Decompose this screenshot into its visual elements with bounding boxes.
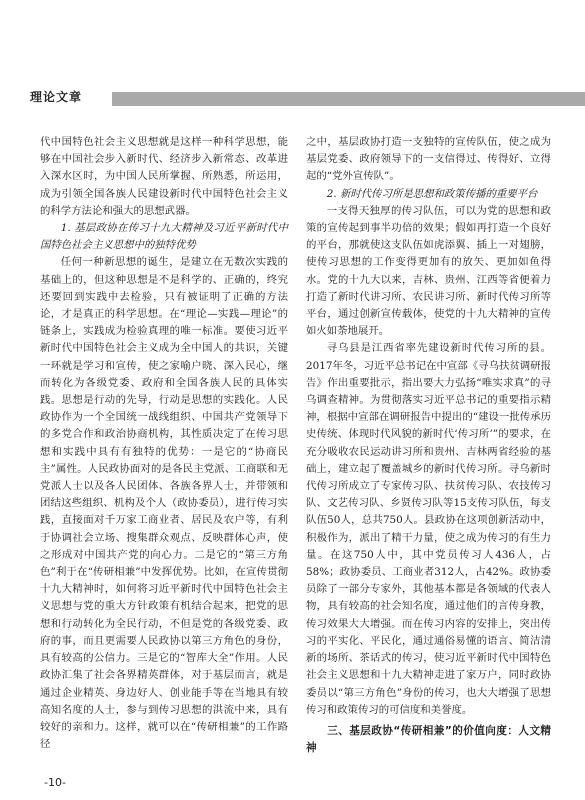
page-header (0, 88, 585, 110)
left-column (40, 134, 288, 753)
paragraph: 寻乌县是江西省率先建设新时代传习所的县。2017年冬，习近平总书记在中宣部《寻乌扶贫调研报告》作出重要批示，指出要大力弘扬“唯实求真”的寻乌调查精神。为贯彻落实习近平总书记的重要指示精神，根据中宣部在调研报告中提出的“建设一批传承历史传统、体现时代风貌的新时代‘传习所’”的要求，在充分吸收农民运动讲习所和贵州、吉林两省经验的基础上，建立起了覆盖城乡的新时代传习所。寻乌新时代传习所成立了专家传习队、扶贫传习队、农技传习队、文艺传习队、乡贤传习队等15支传习队伍，每支队伍50人，总共750人。县政协在这项创新活动中，积极作为，派出了精干力量，使之成为传习的有生力量。在这750人中，其中党员传习人436人，占58%；政协委员、工商业者312人，占42%。政协委员除了一部分专家外，其他基本都是各领域的代表人物，具有较高的社会知名度，通过他们的言传身教，传习效果大大增强。而在传习内容的安排上，突出传习的平实化、平民化，通过通俗易懂的语言、简洁清新的场所、茶话式的传习，使习近平新时代中国特色社会主义思想和十九大精神走进了家万户，同时政协委员以“第三方角色”身份的传习，也大大增强了思想传习和政策传习的可信度和美誉度。 (306, 342, 551, 716)
paragraph: 代中国特色社会主义思想就是这样一种科学思想，能够在中国社会步入新时代、经济步入新常态、改革进入深水区时，为中国人民所掌握、所熟悉，所运用，成为引领全国各族人民建设新时代中国特色社会主义的科学方法论和强大的思想武器。 (40, 136, 288, 217)
right-column (306, 134, 551, 757)
paragraph: 任何一种新思想的诞生，是建立在无数次实践的基础上的，但这种思想是不是科学的、正确的，终究还要回到实践中去检验，只有被证明了正确的方法论，才是真正的科学思想。在“理论—实践—理论”的链条上，实践成为检验真理的唯一标准。要使习近平新时代中国特色社会主义成为全中国人的共识，关键一环就是学习和宣传，使之家喻户晓、深入民心，继而转化为各级党委、政府和全国各族人民的具体实践。思想是行动的先导，行动是思想的实践化。人民政协作为一个全国统一战线组织、中国共产党领导下的多党合作和政治协商机构，其性质决定了在传习思想和实践中具有有独特的优势：一是它的“协商民主”属性。人民政协面对的是各民主党派、工商联和无党派人士以及各人民团体、各族各界人士，并带领和团结这些组织、机构及个人（政协委员），进行传习实践，直接面对千万家工商业者、居民及农户等，有利于协调社会立场、搜集群众观点、反映群体心声，使之形成对中国共产党的向心力。二是它的“第三方角色”利于在“传研相兼”中发挥优势。比如，在宣传贯彻十九大精神时，如何将习近平新时代中国特色社会主义思想与党的重大方针政策有机结合起来，把党的思想和行动转化为全民行动，不但是党的各级党委、政府的事，而且更需要人民政协以第三方角色的身份，具有较高的公信力。三是它的“智库大全”作用。人民政协汇集了社会各界精英群体，对于基层而言，就是通过企业精英、身边好人、创业能手等在当地具有较高知名度的人士，参与到传习思想的洪流中来，具有较好的亲和力。这样，就可以在“传研相兼”的工作路径 (40, 256, 288, 751)
subheading: 2. 新时代传习所是思想和政策传播的重要平台 (326, 187, 538, 200)
subheading: 1. 基层政协在传习十九大精神及习近平新时代中国特色社会主义思想中的独特优势 (40, 222, 288, 252)
section-heading: 三、基层政协“传研相兼”的价值向度：人文精神 (306, 724, 551, 755)
paragraph: 一支得天独厚的传习队伍，可以为党的思想和政策的宣传起到事半功倍的效果；假如再打造一个良好的平台，那就使这支队伍如虎添翼、插上一对翅膀，使传习思想的工作变得更加有的放矢、更加如鱼得水。党的十九大以来，吉林、贵州、江西等省便着力打造了新时代讲习所、农民讲习所、新时代传习所等平台，通过创新宣传载体，使党的十九大精神的宣传如火如荼地展开。 (306, 204, 551, 338)
section-title: 理论文章 (30, 90, 83, 104)
paragraph: 之中，基层政协打造一支独特的宣传队伍，使之成为基层党委、政府领导下的一支信得过、传得好、立得起的“党外宣传队”。 (306, 136, 551, 183)
page-number: -10- (44, 776, 66, 789)
header-bar (112, 92, 585, 106)
